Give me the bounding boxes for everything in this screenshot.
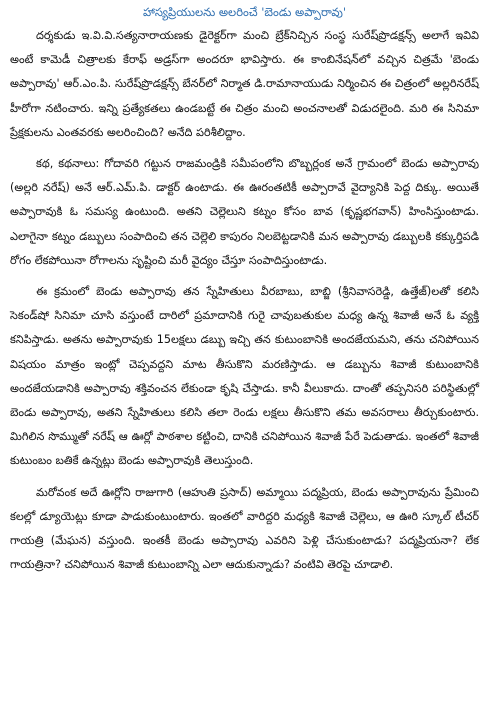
article-paragraph-story: కథ, కథనాలు: గోదావరి గట్టున రాజమండ్రికి సమీపంలోని బొబ్బర్లంక అనే గ్రామంలో బెండు అప్పారావు (అల్లరి నరేష్‌) అనే ఆర్‌.ఎమ్‌.పి. డాక్టర్‌ ఉంటాడు. ఈ ఊరంతటికీ అప్పారావే వైద్యానికి పెద్ద దిక్కు. అయితే అప్పారావుకి ఓ సమస్య ఉంటుంది. అతని చెల్లెలుని కట్నం కోసం బావ (కృష్ణభగవాన్‌) హింసిస్తుంటాడు. ఎలాగైనా కట్నం డబ్బులు సంపాదించి తన చెల్లెలి కాపురం నిలబెట్టడానికి మన అప్పారావు డబ్బులకి కక్కుర్తిపడి రోగం లేకపోయినా రోగాలను సృష్టించి మరీ వైద్యం చేస్తూ సంపాదిస్తుంటాడు. xyxy=(10,157,479,267)
article-paragraph-intro: దర్శకుడు ఇ.వి.వి.సత్యనారాయణకు డైరెక్టర్‌గా మంచి బ్రేక్‌నిచ్చిన సంస్థ సురేష్‌ప్రొడక్షన్స్‌ అలాగే ఇవివి అంటే కామెడీ చిత్రాలకు కేరాఫ్‌ అడ్రస్‌గా అందరూ భావిస్తారు. ఈ కాంబినేషన్‌లో వచ్చిన చిత్రమే 'బెండు అప్పారావు' ఆర్‌.ఎం.పి. సురేష్‌ప్రొడక్షన్స్‌ బేనర్‌లో నిర్మాత డి.రామానాయుడు నిర్మించిన ఈ చిత్రంలో అల్లరినరేష్‌ హీరోగా నటించారు. ఇన్ని ప్రత్యేకతలు ఉండబట్టే ఈ చిత్రం మంచి అంచనాలతో విడుదలైంది. మరి ఈ సినిమా ప్రేక్షకులను ఎంతవరకు అలరించింది? అనేది పరిశీలిద్దాం. xyxy=(10,29,479,139)
article-paragraph-plot: ఈ క్రమంలో బెండు అప్పారావు తన స్నేహితులు వీరబాబు, బాబ్జి (శ్రీనివాసరెడ్డి, ఉత్తేజ్‌)లతో కలిసి సెకండ్‌షో సినిమా చూసి వస్తుంటే దారిలో ప్రమాదానికి గురై చావుబతుకుల మధ్య ఉన్న శివాజీ అనే ఓ వ్యక్తి కనిపిస్తాడు. అతను అప్పారావుకు 15లక్షలు డబ్బు ఇచ్చి తన కుటుంబానికి అందజేయమని, తను చనిపోయిన విషయం మాత్రం ఇంట్లో చెప్పవద్దని మాట తీసుకొని మరణిస్తాడు. ఆ డబ్బును శివాజీ కుటుంబానికి అందజేయడానికి అప్పారావు శక్తివంచన లేకుండా కృషి చేస్తాడు. కానీ వీలుకాదు. దాంతో తప్పనిసరి పరిస్థితుల్లో బెండు అప్పారావు, అతని స్నేహితులు కలిసి తలా రెండు లక్షలు తీసుకొని తమ అవసరాలు తీర్చుకుంటారు. మిగిలిన సొమ్ముతో నరేష్‌ ఆ ఊర్లో పాఠశాల కట్టించి, దానికి చనిపోయిన శివాజీ పేరే పెడుతాడు. ఇంతలో శివాజీ కుటుంబం బతికే ఉన్నట్లు బెండు అప్పారావుకి తెలుస్తుంది. xyxy=(10,285,479,468)
article-paragraph-romance: మరోవంక అదే ఊర్లోని రాజుగారి (ఆహుతి ప్రసాద్‌) అమ్మాయి పద్మప్రియ, బెండు అప్పారావును ప్రేమించి కలల్లో డ్యూయెట్లు కూడా పాడుకుంటుంటారు. ఇంతలో వారిద్దరి మధ్యకి శివాజీ చెల్లెలు, ఆ ఊరి స్కూల్‌ టీచర్‌ గాయత్రి (మేఘన) వస్తుంది. ఇంతకీ బెండు అప్పారావు ఎవరిని పెళ్లి చేసుకుంటాడు? పద్మప్రియనా? లేక గాయత్రినా? చనిపోయిన శివాజీ కుటుంబాన్ని ఎలా ఆదుకున్నాడు? వంటివి తెరపై చూడాలి. xyxy=(10,485,479,572)
article-title: హాస్యప్రియులను అలరించే 'బెండు అప్పారావు' xyxy=(142,5,347,19)
